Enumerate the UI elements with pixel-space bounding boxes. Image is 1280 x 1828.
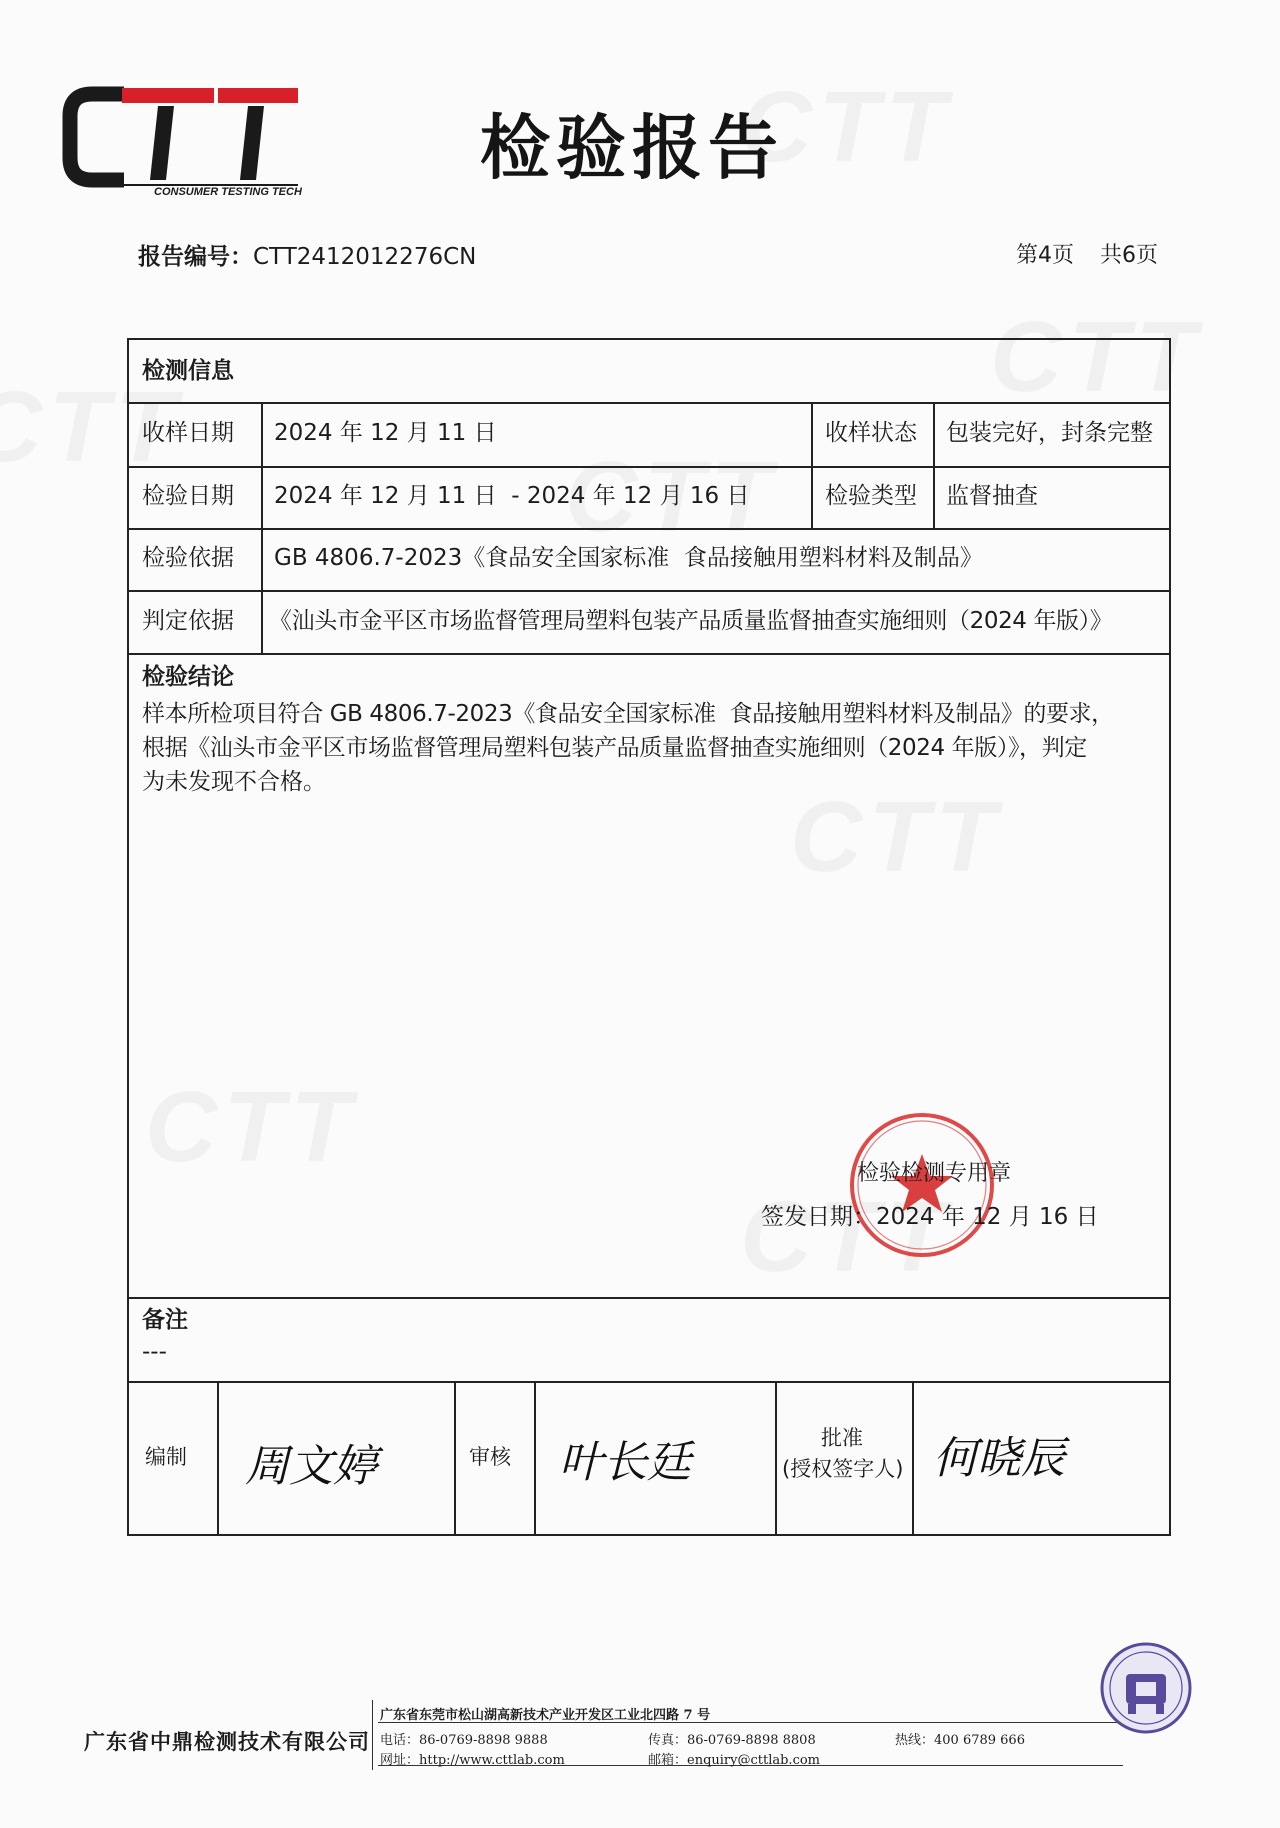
report-number-value: CTT2412012276CN xyxy=(253,244,477,270)
page-total: 共6页 xyxy=(1100,243,1158,268)
test-date-value: 2024 年 12 月 11 日 - 2024 年 12 月 16 日 xyxy=(274,483,750,509)
footer-website: 网址：http://www.cttlab.com xyxy=(380,1753,565,1768)
test-date-label: 检验日期 xyxy=(142,483,234,509)
remarks-value: --- xyxy=(142,1339,167,1365)
document-title: 检验报告 xyxy=(480,107,784,189)
remarks-label: 备注 xyxy=(142,1307,188,1333)
conclusion-line-3: 为未发现不合格。 xyxy=(142,769,326,795)
logo-subtitle: CONSUMER TESTING TECH xyxy=(154,186,302,198)
receive-status-value: 包装完好，封条完整 xyxy=(946,420,1153,446)
test-basis-value: GB 4806.7-2023《食品安全国家标准 食品接触用塑料材料及制品》 xyxy=(274,545,983,571)
receive-date-label: 收样日期 xyxy=(142,420,234,446)
conclusion-line-2: 根据《汕头市金平区市场监督管理局塑料包装产品质量监督抽查实施细则（2024 年版）》，判定 xyxy=(142,735,1087,761)
footer-hotline: 热线：400 6789 666 xyxy=(895,1733,1025,1748)
issue-date-label: 签发日期： xyxy=(761,1204,876,1230)
accreditation-badge-icon xyxy=(1098,1640,1194,1736)
page-current: 第4页 xyxy=(1016,243,1074,268)
footer-phone: 电话：86-0769-8898 9888 xyxy=(380,1733,548,1748)
page-indicator xyxy=(1016,238,1158,269)
report-number xyxy=(138,238,476,271)
test-basis-label: 检验依据 xyxy=(142,545,234,571)
footer-company: 广东省中鼎检测技术有限公司 xyxy=(84,1730,370,1754)
test-type-label: 检验类型 xyxy=(825,483,917,509)
conclusion-text xyxy=(142,697,1152,799)
issue-date xyxy=(761,1198,1099,1231)
footer-fax: 传真：86-0769-8898 8808 xyxy=(648,1733,816,1748)
judge-basis-label: 判定依据 xyxy=(142,608,234,634)
conclusion-line-1: 样本所检项目符合 GB 4806.7-2023《食品安全国家标准 食品接触用塑料材料及制品》的要求， xyxy=(142,701,1114,727)
ctt-logo xyxy=(62,84,302,204)
compile-signature: 周文婷 xyxy=(245,1441,377,1492)
judge-basis-value: 《汕头市金平区市场监督管理局塑料包装产品质量监督抽查实施细则（2024 年版）》 xyxy=(269,608,1113,634)
approve-label: 批准 xyxy=(821,1426,863,1450)
review-label: 审核 xyxy=(469,1445,511,1469)
seal-caption: 检验检测专用章 xyxy=(857,1161,1012,1186)
approve-signature: 何晓辰 xyxy=(933,1433,1065,1484)
footer-email: 邮箱：enquiry@cttlab.com xyxy=(648,1753,821,1768)
review-signature: 叶长廷 xyxy=(559,1437,691,1488)
receive-status-label: 收样状态 xyxy=(825,420,917,446)
inspection-table xyxy=(127,338,1171,1536)
conclusion-label: 检验结论 xyxy=(142,664,234,690)
test-type-value: 监督抽查 xyxy=(946,483,1038,509)
report-number-label: 报告编号： xyxy=(138,244,253,270)
approve-sublabel: (授权签字人) xyxy=(782,1457,904,1481)
issue-date-value: 2024 年 12 月 16 日 xyxy=(876,1204,1099,1230)
footer-address: 广东省东莞市松山湖高新技术产业开发区工业北四路 7 号 xyxy=(380,1708,711,1723)
receive-date-value: 2024 年 12 月 11 日 xyxy=(274,420,497,446)
compile-label: 编制 xyxy=(145,1445,187,1469)
section-test-info: 检测信息 xyxy=(142,358,234,384)
